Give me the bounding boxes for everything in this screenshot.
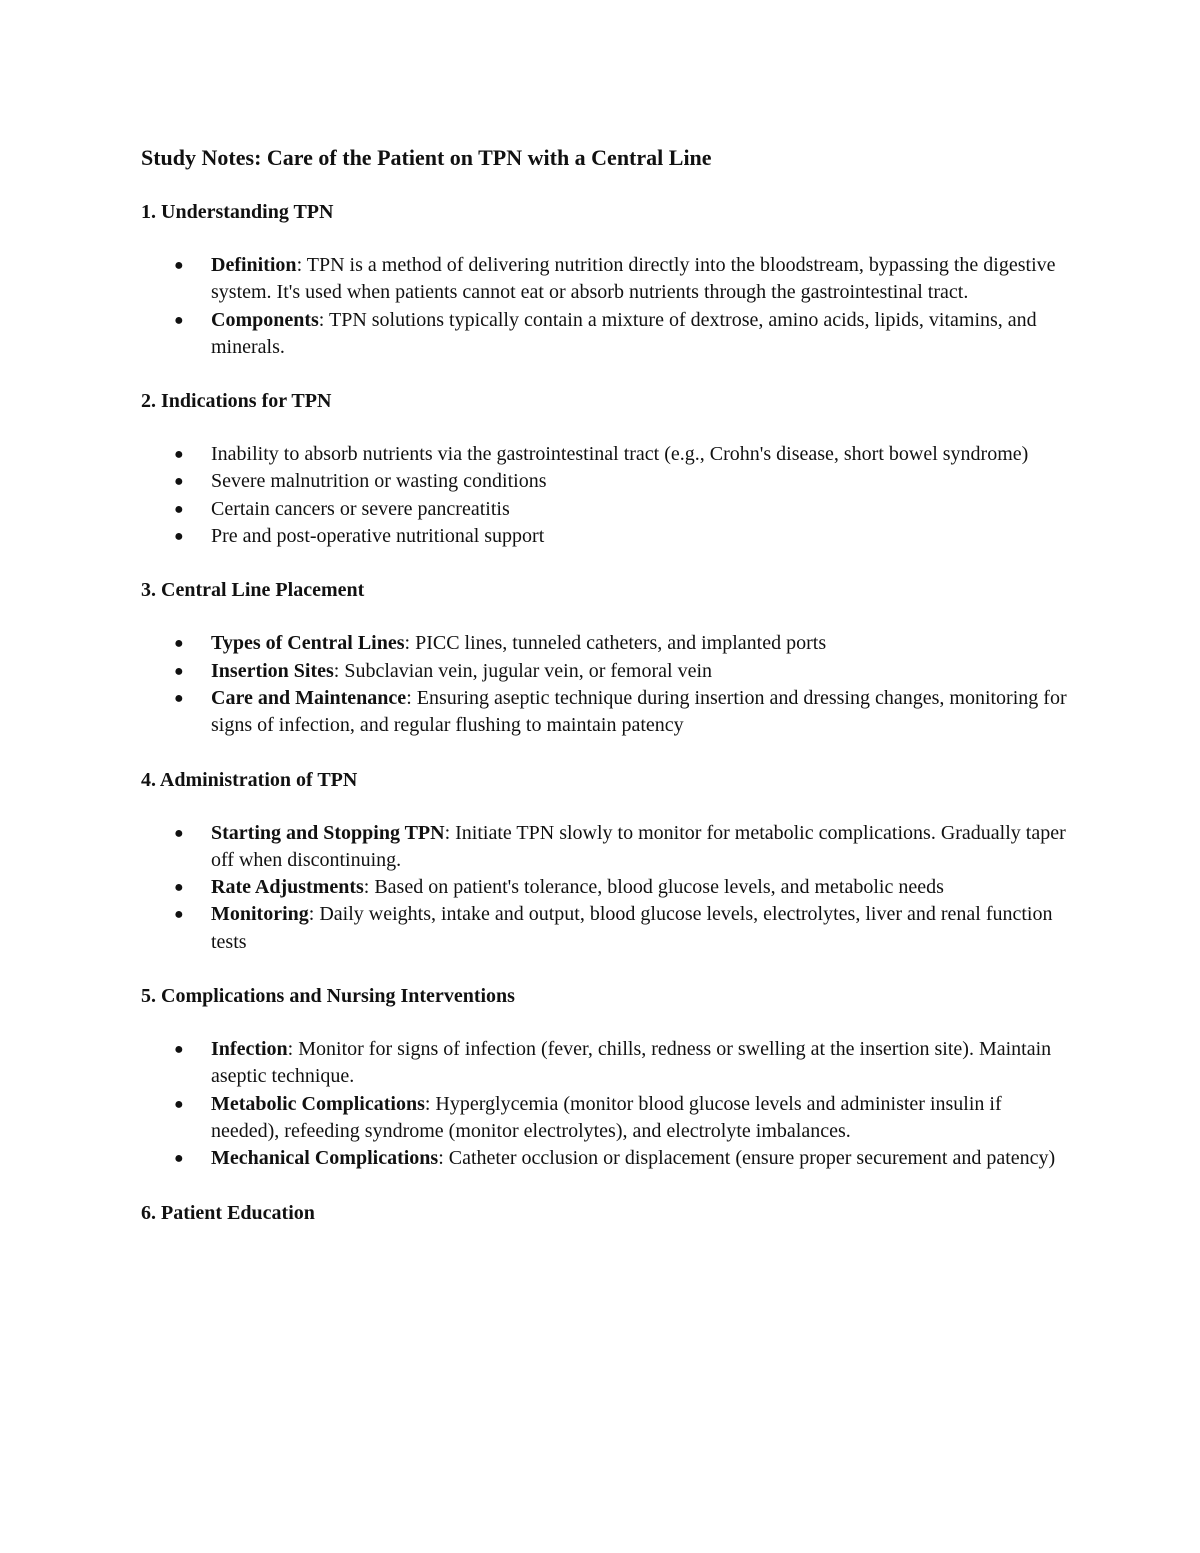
list-item xyxy=(141,496,1071,523)
item-term: Rate Adjustments xyxy=(211,876,364,899)
document-title: Study Notes: Care of the Patient on TPN with a Central Line xyxy=(141,145,712,170)
item-term: Insertion Sites xyxy=(211,659,334,682)
item-text: : Monitor for signs of infection (fever, chills, redness or swelling at the insertion site). Maintain aseptic technique. xyxy=(211,1038,1052,1088)
document-page xyxy=(141,143,1071,1253)
bullet-list xyxy=(141,630,1071,739)
section-4 xyxy=(141,766,1071,956)
item-text: : TPN is a method of delivering nutrition directly into the bloodstream, bypassing the digestive system. It's used when patients cannot eat or absorb nutrients through the gastrointestinal tract. xyxy=(211,254,1056,304)
bullet-icon: ● xyxy=(174,528,184,546)
section-6 xyxy=(141,1199,1071,1227)
item-text: : Initiate TPN slowly to monitor for metabolic complications. Gradually taper off when discontinuing. xyxy=(211,821,1066,871)
bullet-icon: ● xyxy=(174,635,184,653)
item-term: Starting and Stopping TPN xyxy=(211,821,445,844)
section-heading: 6. Patient Education xyxy=(141,1201,315,1224)
section-heading: 3. Central Line Placement xyxy=(141,579,365,602)
list-item xyxy=(141,658,1071,685)
list-item xyxy=(141,523,1071,550)
bullet-icon: ● xyxy=(174,500,184,518)
item-term: Care and Maintenance xyxy=(211,686,407,709)
bullet-icon: ● xyxy=(174,906,184,924)
list-item xyxy=(141,685,1071,740)
list-item xyxy=(141,1036,1071,1091)
bullet-icon: ● xyxy=(174,1150,184,1168)
document-sections xyxy=(141,198,1071,1227)
section-heading: 5. Complications and Nursing Interventions xyxy=(141,985,515,1008)
section-1 xyxy=(141,198,1071,361)
item-text: : TPN solutions typically contain a mixture of dextrose, amino acids, lipids, vitamins, and minerals. xyxy=(211,308,1037,358)
bullet-icon: ● xyxy=(174,662,184,680)
item-text: : Hyperglycemia (monitor blood glucose levels and administer insulin if needed), refeeding syndrome (monitor electrolytes), and electrolyte imbalances. xyxy=(211,1092,1002,1142)
section-5 xyxy=(141,982,1071,1172)
list-item xyxy=(141,901,1071,956)
item-term: Definition xyxy=(211,254,297,276)
section-heading: 2. Indications for TPN xyxy=(141,390,332,413)
item-term: Monitoring xyxy=(211,903,309,926)
item-text: : Ensuring aseptic technique during insertion and dressing changes, monitoring for signs of infection, and regular flushing to maintain patency xyxy=(211,686,1067,737)
bullet-icon: ● xyxy=(174,689,184,707)
item-text: : Subclavian vein, jugular vein, or femoral vein xyxy=(333,659,713,682)
bullet-icon: ● xyxy=(174,257,184,274)
item-term: Mechanical Complications xyxy=(211,1147,439,1170)
bullet-list xyxy=(141,441,1071,550)
bullet-icon: ● xyxy=(174,879,184,897)
bullet-icon: ● xyxy=(174,446,184,464)
list-item xyxy=(141,1145,1071,1172)
item-term: Metabolic Complications xyxy=(211,1092,425,1115)
list-item xyxy=(141,1091,1071,1146)
list-item xyxy=(141,630,1071,657)
item-term: Infection xyxy=(211,1038,288,1061)
item-term: Components xyxy=(211,308,319,331)
bullet-list xyxy=(141,1036,1071,1172)
bullet-icon: ● xyxy=(174,1041,184,1059)
item-text: Pre and post-operative nutritional support xyxy=(211,525,545,548)
item-text: : Catheter occlusion or displacement (ensure proper securement and patency) xyxy=(438,1147,1056,1170)
item-text: : PICC lines, tunneled catheters, and implanted ports xyxy=(404,632,827,655)
list-item xyxy=(141,441,1071,468)
list-item xyxy=(141,252,1071,307)
item-term: Types of Central Lines xyxy=(211,632,405,655)
list-item xyxy=(141,307,1071,362)
item-text: Severe malnutrition or wasting conditions xyxy=(211,470,547,493)
bullet-icon: ● xyxy=(174,473,184,491)
section-2 xyxy=(141,387,1071,550)
bullet-list xyxy=(141,252,1071,361)
bullet-icon: ● xyxy=(174,311,184,329)
list-item xyxy=(141,468,1071,495)
bullet-icon: ● xyxy=(174,824,184,842)
item-text: Certain cancers or severe pancreatitis xyxy=(211,497,510,520)
item-text: : Daily weights, intake and output, blood glucose levels, electrolytes, liver and renal function tests xyxy=(211,903,1053,953)
bullet-list xyxy=(141,820,1071,956)
item-text: Inability to absorb nutrients via the gastrointestinal tract (e.g., Crohn's disease, short bowel syndrome) xyxy=(211,443,1029,466)
item-text: : Based on patient's tolerance, blood glucose levels, and metabolic needs xyxy=(363,876,944,899)
bullet-icon: ● xyxy=(174,1095,184,1113)
section-3 xyxy=(141,576,1071,739)
list-item xyxy=(141,820,1071,875)
section-heading: 1. Understanding TPN xyxy=(141,201,334,223)
section-heading: 4. Administration of TPN xyxy=(141,768,358,791)
list-item xyxy=(141,874,1071,901)
